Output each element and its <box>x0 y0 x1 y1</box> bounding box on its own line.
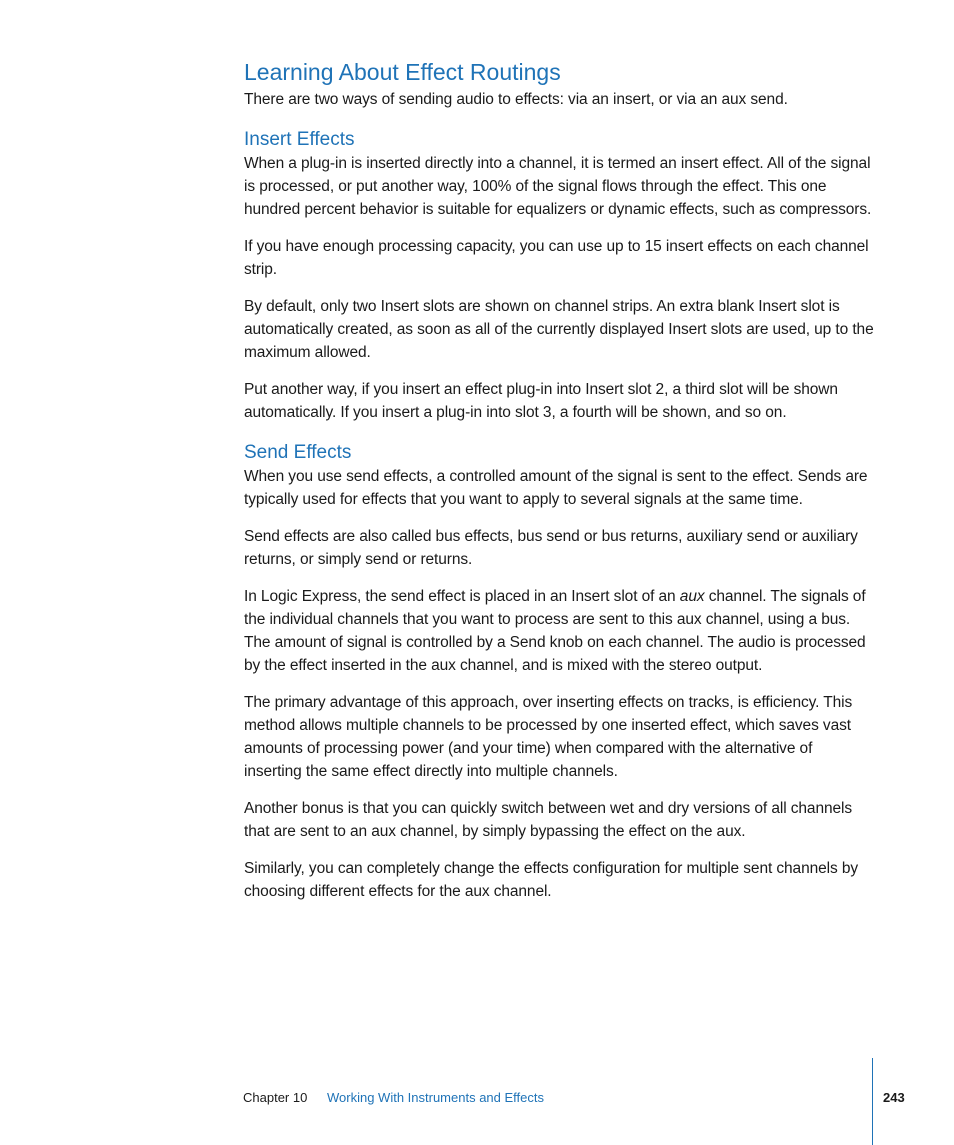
footer-chapter-title: Working With Instruments and Effects <box>327 1090 544 1105</box>
insert-paragraph-1: When a plug-in is inserted directly into a channel, it is termed an insert effect. All of the signal is processed, or put another way, 100% of the signal flows through the effect. This one hundred percent behavior is suitable for equalizers or dynamic effects, such as compressors. <box>244 155 872 218</box>
page-title: Learning About Effect Routings <box>244 59 561 85</box>
page-footer <box>0 1088 954 1118</box>
page-content <box>244 56 874 903</box>
send-paragraph-bonus: Another bonus is that you can quickly switch between wet and dry versions of all channels that are sent to an aux channel, by simply bypassing the effect on the aux. <box>244 800 852 840</box>
page-number: 243 <box>883 1090 905 1105</box>
insert-paragraph-3: By default, only two Insert slots are shown on channel strips. An extra blank Insert slot is automatically created, as soon as all of the currently displayed Insert slots are used, up to the maximum allowed. <box>244 298 874 361</box>
footer-divider <box>872 1058 873 1145</box>
send-effects-heading: Send Effects <box>244 442 352 463</box>
insert-paragraph-4: Put another way, if you insert an effect plug-in into Insert slot 2, a third slot will be shown automatically. If you insert a plug-in into slot 3, a fourth will be shown, and so on. <box>244 381 838 421</box>
logic-text-before: In Logic Express, the send effect is placed in an Insert slot of an <box>244 588 680 605</box>
insert-paragraph-2: If you have enough processing capacity, you can use up to 15 insert effects on each channel strip. <box>244 238 869 278</box>
send-paragraph-similarly: Similarly, you can completely change the effects configuration for multiple sent channels by choosing different effects for the aux channel. <box>244 860 859 900</box>
send-paragraph-logic <box>244 585 874 677</box>
intro-paragraph: There are two ways of sending audio to effects: via an insert, or via an aux send. <box>244 91 788 108</box>
send-paragraph-2: Send effects are also called bus effects, bus send or bus returns, auxiliary send or auxiliary returns, or simply send or returns. <box>244 528 858 568</box>
insert-effects-heading: Insert Effects <box>244 129 355 150</box>
aux-italic-word: aux <box>679 588 705 605</box>
logic-text-after: channel. The signals of the individual channels that you want to process are sent to this aux channel, using a bus. The amount of signal is controlled by a Send knob on each channel. The audio is processed by the effect inserted in the aux channel, and is mixed with the stereo output. <box>244 588 866 674</box>
send-paragraph-advantage: The primary advantage of this approach, over inserting effects on tracks, is efficiency. This method allows multiple channels to be processed by one inserted effect, which saves vast amounts of processing power (and your time) when compared with the alternative of inserting the same effect directly into multiple channels. <box>244 694 853 780</box>
footer-chapter-label: Chapter 10 <box>243 1090 308 1105</box>
send-paragraph-1: When you use send effects, a controlled amount of the signal is sent to the effect. Sends are typically used for effects that you want to apply to several signals at the same time. <box>244 468 868 508</box>
